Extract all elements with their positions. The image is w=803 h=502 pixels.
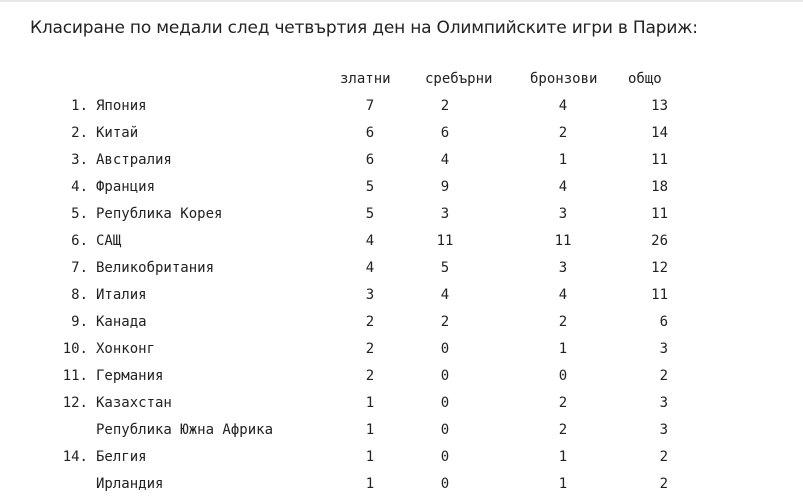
header-gold: златни <box>340 71 391 87</box>
page-title: Класиране по медали след четвъртия ден на Олимпийските игри в Париж: <box>30 18 698 38</box>
gold-cell: 4 <box>365 260 375 276</box>
header-silver: сребърни <box>425 71 493 87</box>
rank-cell: 8. <box>71 287 88 303</box>
bronze-cell: 4 <box>558 179 568 195</box>
header-total: общо <box>628 71 662 87</box>
gold-cell: 4 <box>365 233 375 249</box>
silver-cell: 9 <box>440 179 450 195</box>
gold-cell: 2 <box>365 314 375 330</box>
bronze-cell: 2 <box>558 422 568 438</box>
gold-cell: 2 <box>365 368 375 384</box>
rank-cell: 1. <box>71 98 88 114</box>
bronze-cell: 3 <box>558 260 568 276</box>
table-row <box>0 232 803 259</box>
gold-cell: 2 <box>365 341 375 357</box>
country-cell: Република Южна Африка <box>96 422 274 438</box>
gold-cell: 1 <box>365 476 375 492</box>
country-cell: Казахстан <box>96 395 172 411</box>
country-cell: Белгия <box>96 449 147 465</box>
header-bronze: бронзови <box>530 71 598 87</box>
country-cell: Австралия <box>96 152 172 168</box>
silver-cell: 2 <box>440 314 450 330</box>
bronze-cell: 2 <box>558 314 568 330</box>
gold-cell: 6 <box>365 125 375 141</box>
silver-cell: 5 <box>440 260 450 276</box>
total-cell: 2 <box>659 476 668 492</box>
silver-cell: 11 <box>436 233 454 249</box>
table-row <box>0 151 803 178</box>
country-cell: Хонконг <box>96 341 156 357</box>
rank-cell: 11. <box>62 368 88 384</box>
total-cell: 2 <box>659 368 668 384</box>
total-cell: 3 <box>659 341 668 357</box>
total-cell: 18 <box>651 179 668 195</box>
silver-cell: 0 <box>440 449 450 465</box>
gold-cell: 6 <box>365 152 375 168</box>
bronze-cell: 1 <box>558 476 568 492</box>
rank-cell: 14. <box>62 449 88 465</box>
country-cell: САЩ <box>96 233 122 249</box>
bronze-cell: 11 <box>554 233 572 249</box>
rank-cell: 2. <box>71 125 88 141</box>
total-cell: 12 <box>651 260 668 276</box>
gold-cell: 7 <box>365 98 375 114</box>
bronze-cell: 3 <box>558 206 568 222</box>
silver-cell: 0 <box>440 368 450 384</box>
gold-cell: 5 <box>365 206 375 222</box>
silver-cell: 0 <box>440 395 450 411</box>
silver-cell: 0 <box>440 476 450 492</box>
gold-cell: 1 <box>365 449 375 465</box>
total-cell: 3 <box>659 395 668 411</box>
gold-cell: 1 <box>365 422 375 438</box>
rank-cell: 4. <box>71 179 88 195</box>
rank-cell: 6. <box>71 233 88 249</box>
silver-cell: 4 <box>440 287 450 303</box>
table-row <box>0 313 803 340</box>
country-cell: Канада <box>96 314 147 330</box>
rank-cell: 10. <box>62 341 88 357</box>
country-cell: Великобритания <box>96 260 215 276</box>
total-cell: 3 <box>659 422 668 438</box>
table-row <box>0 340 803 367</box>
table-row <box>0 205 803 232</box>
gold-cell: 3 <box>365 287 375 303</box>
table-row <box>0 97 803 124</box>
rank-cell: 5. <box>71 206 88 222</box>
table-row <box>0 259 803 286</box>
bronze-cell: 0 <box>558 368 568 384</box>
table-row <box>0 475 803 502</box>
table-row <box>0 178 803 205</box>
table-row <box>0 448 803 475</box>
country-cell: Германия <box>96 368 164 384</box>
silver-cell: 6 <box>440 125 450 141</box>
country-cell: Китай <box>96 125 139 141</box>
country-cell: Франция <box>96 179 156 195</box>
silver-cell: 0 <box>440 422 450 438</box>
rank-cell: 7. <box>71 260 88 276</box>
bronze-cell: 1 <box>558 152 568 168</box>
bronze-cell: 4 <box>558 98 568 114</box>
bronze-cell: 1 <box>558 449 568 465</box>
total-cell: 6 <box>659 314 668 330</box>
total-cell: 11 <box>651 287 668 303</box>
gold-cell: 1 <box>365 395 375 411</box>
bronze-cell: 4 <box>558 287 568 303</box>
table-row <box>0 286 803 313</box>
country-cell: Ирландия <box>96 476 164 492</box>
total-cell: 11 <box>651 206 668 222</box>
bronze-cell: 2 <box>558 125 568 141</box>
total-cell: 26 <box>651 233 668 249</box>
bronze-cell: 1 <box>558 341 568 357</box>
table-row <box>0 124 803 151</box>
total-cell: 11 <box>651 152 668 168</box>
table-row <box>0 421 803 448</box>
table-row <box>0 367 803 394</box>
total-cell: 13 <box>651 98 668 114</box>
country-cell: Италия <box>96 287 147 303</box>
silver-cell: 4 <box>440 152 450 168</box>
total-cell: 2 <box>659 449 668 465</box>
bronze-cell: 2 <box>558 395 568 411</box>
gold-cell: 5 <box>365 179 375 195</box>
silver-cell: 0 <box>440 341 450 357</box>
silver-cell: 2 <box>440 98 450 114</box>
rank-cell: 9. <box>71 314 88 330</box>
rank-cell: 3. <box>71 152 88 168</box>
total-cell: 14 <box>651 125 668 141</box>
country-cell: Република Корея <box>96 206 223 222</box>
rank-cell: 12. <box>62 395 88 411</box>
country-cell: Япония <box>96 98 147 114</box>
table-row <box>0 394 803 421</box>
silver-cell: 3 <box>440 206 450 222</box>
